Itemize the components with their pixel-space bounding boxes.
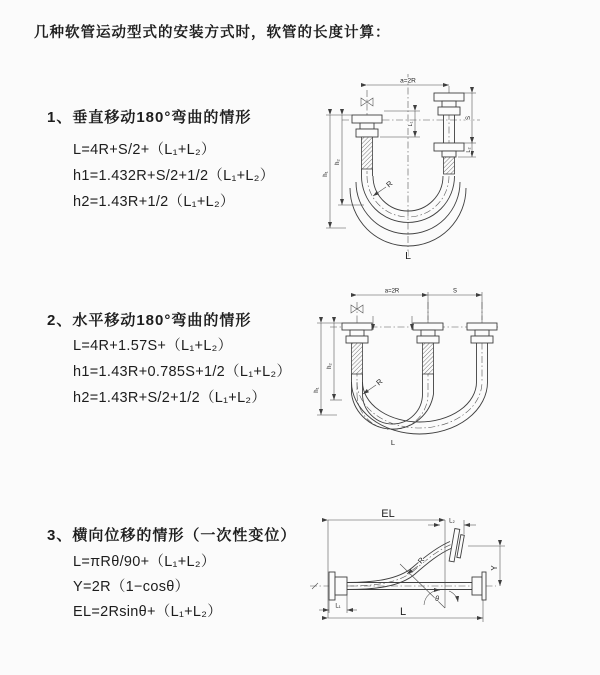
left-flange	[329, 572, 347, 600]
section-3-formula-EL: EL=2Rsinθ+（L₁+L₂）	[73, 604, 223, 620]
length-label: L	[405, 250, 411, 262]
section-1-formula-h1: h1=1.432R+S/2+1/2（L₁+L₂）	[73, 168, 275, 184]
left-fitting	[352, 115, 382, 137]
radius-label: R	[415, 555, 427, 566]
dim-h1-label: h₁	[323, 171, 329, 177]
diagram-vertical-180-bend	[312, 66, 597, 266]
right-fitting	[467, 323, 497, 343]
dim-s-label: S	[466, 115, 472, 121]
section-1-formula-h2: h2=1.43R+1/2（L₁+L₂）	[73, 194, 235, 210]
theta-arc-right	[449, 591, 458, 602]
left-braided-hose	[362, 137, 373, 169]
dim-h1-label: h₁	[314, 387, 320, 393]
dim-span-label: a=2R	[384, 288, 400, 295]
radius-label: R	[374, 376, 385, 388]
section-3-heading: 3、横向位移的情形（一次性变位）	[47, 527, 297, 544]
dim-l1-label: L₁	[335, 603, 341, 610]
section-2-heading: 2、水平移动180°弯曲的情形	[47, 312, 252, 329]
section-1-formula-L: L=4R+S/2+（L₁+L₂）	[73, 142, 216, 158]
dim-l2-label: L₂	[466, 147, 472, 153]
dim-span-label: a=2R	[400, 77, 416, 85]
right-fitting-lower	[434, 143, 464, 157]
upper-flange	[449, 529, 465, 563]
left-braided-hose	[352, 343, 363, 374]
middle-braided-hose	[423, 343, 434, 374]
dim-h2-label: h₂	[327, 363, 333, 369]
section-2-formula-L: L=4R+1.57S+（L₁+L₂）	[73, 338, 233, 354]
section-2-formula-h1: h1=1.43R+0.785S+1/2（L₁+L₂）	[73, 364, 292, 380]
right-flange	[472, 572, 486, 600]
length-label: L	[399, 606, 407, 618]
right-fitting-upper	[434, 93, 464, 115]
dim-y-label: Y	[490, 565, 499, 571]
right-braided-hose	[444, 157, 455, 174]
theta-label: θ	[435, 596, 439, 603]
section-3-formula-L: L=πRθ/90+（L₁+L₂）	[73, 554, 216, 570]
dim-h2-label: h₂	[335, 159, 341, 165]
section-1-heading: 1、垂直移动180°弯曲的情形	[47, 109, 252, 126]
diagram-horizontal-180-bend	[312, 282, 597, 477]
diagram-lateral-displacement	[300, 500, 600, 670]
page-title: 几种软管运动型式的安装方式时，软管的长度计算：	[34, 25, 391, 41]
dim-s-label: S	[452, 288, 458, 295]
section-3-formula-Y: Y=2R（1−cosθ）	[73, 579, 190, 595]
middle-fitting	[413, 323, 443, 343]
section-2-formula-h2: h2=1.43R+S/2+1/2（L₁+L₂）	[73, 390, 267, 406]
radius-label: R	[384, 178, 395, 190]
left-fitting	[342, 323, 372, 343]
length-label: L	[390, 438, 396, 447]
dim-el-label: EL	[381, 508, 395, 520]
dim-l2-label: L₂	[449, 518, 455, 525]
dim-l1-label: L₁	[408, 121, 414, 127]
